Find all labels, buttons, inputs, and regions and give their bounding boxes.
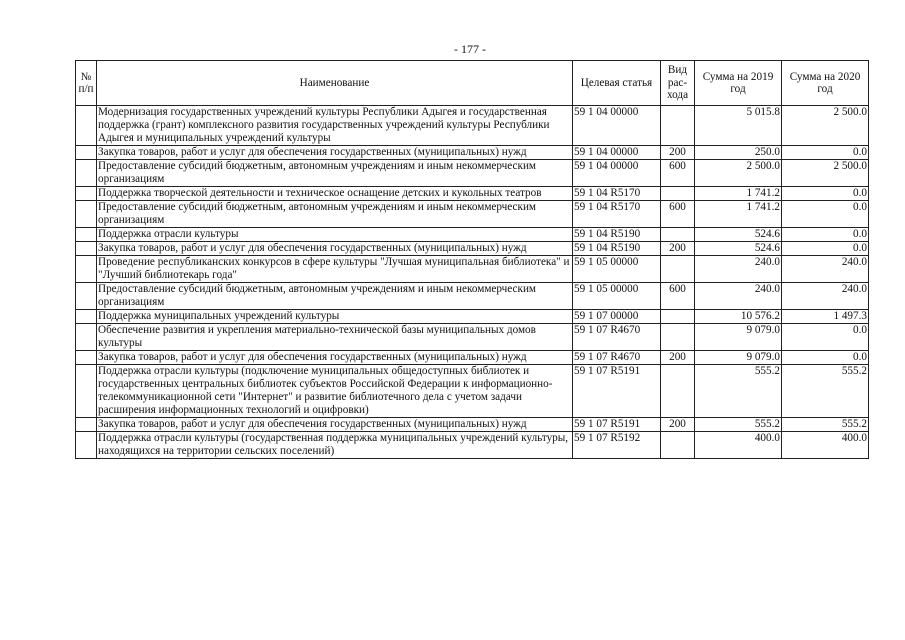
row-sum-2020: 2 500.0: [782, 160, 869, 187]
row-name: Проведение республиканских конкурсов в сфере культуры "Лучшая муниципальная библиотека" и "Лучший библиотекарь года": [97, 256, 573, 283]
row-code: 59 1 07 R5192: [573, 432, 661, 459]
row-sum-2019: 9 079.0: [695, 351, 782, 365]
row-sum-2020: 0.0: [782, 146, 869, 160]
row-num: [76, 201, 97, 228]
row-sum-2020: 0.0: [782, 242, 869, 256]
row-name: Предоставление субсидий бюджетным, автономным учреждениям и иным некоммерческим организациям: [97, 283, 573, 310]
row-type: [661, 256, 695, 283]
table-row: [76, 228, 869, 242]
row-type: 600: [661, 160, 695, 187]
row-name: Закупка товаров, работ и услуг для обеспечения государственных (муниципальных) нужд: [97, 418, 573, 432]
row-type: 600: [661, 283, 695, 310]
table-row: [76, 351, 869, 365]
budget-table: [75, 60, 869, 459]
row-type: 600: [661, 201, 695, 228]
header-code: Целевая статья: [573, 61, 661, 106]
row-sum-2020: 0.0: [782, 201, 869, 228]
row-num: [76, 187, 97, 201]
table-row: [76, 324, 869, 351]
row-code: 59 1 07 R5191: [573, 418, 661, 432]
row-name: Поддержка отрасли культуры: [97, 228, 573, 242]
row-sum-2019: 555.2: [695, 418, 782, 432]
row-code: 59 1 04 R5170: [573, 187, 661, 201]
row-sum-2019: 524.6: [695, 228, 782, 242]
table-header-row: [76, 61, 869, 106]
row-num: [76, 351, 97, 365]
row-name: Закупка товаров, работ и услуг для обеспечения государственных (муниципальных) нужд: [97, 146, 573, 160]
row-sum-2020: 0.0: [782, 351, 869, 365]
row-code: 59 1 04 00000: [573, 146, 661, 160]
row-num: [76, 432, 97, 459]
row-name: Предоставление субсидий бюджетным, автономным учреждениям и иным некоммерческим организациям: [97, 201, 573, 228]
row-name: Обеспечение развития и укрепления материально-технической базы муниципальных домов культуры: [97, 324, 573, 351]
row-name: Закупка товаров, работ и услуг для обеспечения государственных (муниципальных) нужд: [97, 351, 573, 365]
header-name: Наименование: [97, 61, 573, 106]
row-sum-2020: 1 497.3: [782, 310, 869, 324]
row-type: 200: [661, 146, 695, 160]
row-num: [76, 418, 97, 432]
row-name: Поддержка отрасли культуры (подключение муниципальных общедоступных библиотек и государственных центральных библиотек субъектов Российской Федерации к информационно-телекоммуникационной сети "Интернет" и развитие библиотечного дела с учетом задачи расширения информационных технологий и оцифровки): [97, 365, 573, 418]
table-row: [76, 418, 869, 432]
row-type: [661, 432, 695, 459]
row-sum-2019: 9 079.0: [695, 324, 782, 351]
row-num: [76, 242, 97, 256]
row-num: [76, 146, 97, 160]
row-sum-2020: 0.0: [782, 324, 869, 351]
header-num: № п/п: [76, 61, 97, 106]
row-sum-2020: 0.0: [782, 187, 869, 201]
row-sum-2019: 250.0: [695, 146, 782, 160]
row-num: [76, 283, 97, 310]
table-row: [76, 106, 869, 146]
row-name: Предоставление субсидий бюджетным, автономным учреждениям и иным некоммерческим организациям: [97, 160, 573, 187]
page-number: - 177 -: [454, 42, 486, 56]
row-sum-2020: 400.0: [782, 432, 869, 459]
row-sum-2019: 555.2: [695, 365, 782, 418]
table-row: [76, 242, 869, 256]
row-code: 59 1 04 R5190: [573, 228, 661, 242]
row-code: 59 1 05 00000: [573, 256, 661, 283]
row-sum-2019: 240.0: [695, 283, 782, 310]
row-sum-2019: 5 015.8: [695, 106, 782, 146]
row-sum-2019: 1 741.2: [695, 187, 782, 201]
header-sum-2020: Сумма на 2020 год: [782, 61, 869, 106]
row-code: 59 1 07 R5191: [573, 365, 661, 418]
row-type: 200: [661, 351, 695, 365]
row-code: 59 1 05 00000: [573, 283, 661, 310]
row-sum-2020: 0.0: [782, 228, 869, 242]
table-row: [76, 283, 869, 310]
row-code: 59 1 07 R4670: [573, 324, 661, 351]
row-type: [661, 324, 695, 351]
row-sum-2020: 555.2: [782, 365, 869, 418]
row-type: 200: [661, 418, 695, 432]
row-name: Закупка товаров, работ и услуг для обеспечения государственных (муниципальных) нужд: [97, 242, 573, 256]
row-sum-2020: 240.0: [782, 256, 869, 283]
row-code: 59 1 04 R5170: [573, 201, 661, 228]
row-sum-2020: 2 500.0: [782, 106, 869, 146]
row-code: 59 1 04 00000: [573, 106, 661, 146]
row-type: 200: [661, 242, 695, 256]
row-num: [76, 160, 97, 187]
row-sum-2019: 10 576.2: [695, 310, 782, 324]
row-sum-2019: 524.6: [695, 242, 782, 256]
row-num: [76, 228, 97, 242]
row-num: [76, 256, 97, 283]
table-row: [76, 432, 869, 459]
row-type: [661, 365, 695, 418]
row-num: [76, 365, 97, 418]
row-type: [661, 106, 695, 146]
row-num: [76, 106, 97, 146]
row-num: [76, 310, 97, 324]
row-num: [76, 324, 97, 351]
row-name: Поддержка творческой деятельности и техническое оснащение детских и кукольных театров: [97, 187, 573, 201]
table-row: [76, 256, 869, 283]
row-sum-2019: 1 741.2: [695, 201, 782, 228]
row-sum-2019: 400.0: [695, 432, 782, 459]
row-sum-2020: 240.0: [782, 283, 869, 310]
row-name: Поддержка муниципальных учреждений культуры: [97, 310, 573, 324]
table-row: [76, 365, 869, 418]
table-row: [76, 160, 869, 187]
row-code: 59 1 04 00000: [573, 160, 661, 187]
row-type: [661, 310, 695, 324]
table-row: [76, 310, 869, 324]
row-code: 59 1 04 R5190: [573, 242, 661, 256]
header-type: Вид рас-хода: [661, 61, 695, 106]
row-type: [661, 187, 695, 201]
table-row: [76, 187, 869, 201]
table-row: [76, 201, 869, 228]
row-code: 59 1 07 R4670: [573, 351, 661, 365]
row-type: [661, 228, 695, 242]
row-code: 59 1 07 00000: [573, 310, 661, 324]
row-name: Поддержка отрасли культуры (государственная поддержка муниципальных учреждений культуры, находящихся на территории сельских поселений): [97, 432, 573, 459]
row-sum-2020: 555.2: [782, 418, 869, 432]
row-sum-2019: 240.0: [695, 256, 782, 283]
row-sum-2019: 2 500.0: [695, 160, 782, 187]
header-sum-2019: Сумма на 2019 год: [695, 61, 782, 106]
row-name: Модернизация государственных учреждений культуры Республики Адыгея и государственная поддержка (грант) комплексного развития государственных учреждений культуры Республики Адыгея и муниципальных учреждений культуры: [97, 106, 573, 146]
table-row: [76, 146, 869, 160]
